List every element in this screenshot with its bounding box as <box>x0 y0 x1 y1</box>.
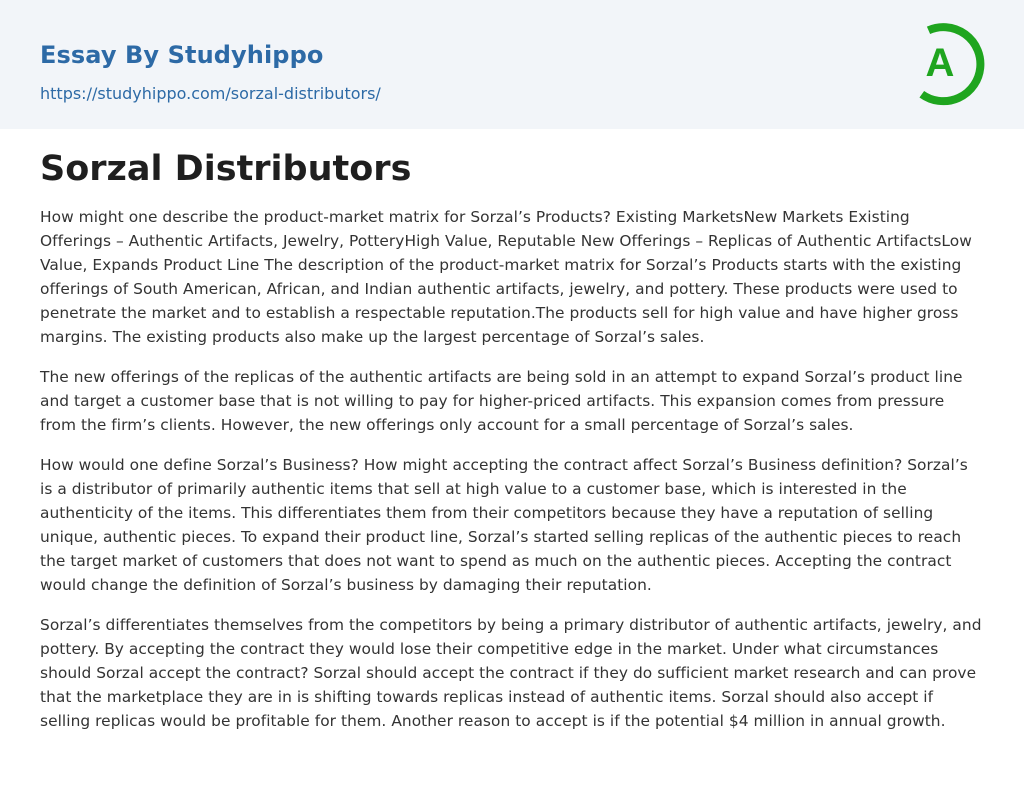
article-url-link[interactable]: https://studyhippo.com/sorzal-distributors/ <box>40 84 381 103</box>
site-header <box>0 0 1024 129</box>
site-title: Essay By Studyhippo <box>40 41 324 69</box>
studyhippo-logo-icon[interactable] <box>910 18 988 106</box>
svg-text:A: A <box>925 41 955 85</box>
article-paragraph-1: How might one describe the product-market matrix for Sorzal’s Products? Existing MarketsNew Markets Existing Offerings – Authentic Artifacts, Jewelry, PotteryHigh Value, Reputable New Offerings – Replicas of Authentic ArtifactsLow Value, Expands Product Line The description of the product-market matrix for Sorzal’s Products starts with the existing offerings of South American, African, and Indian authentic artifacts, jewelry, and pottery. These products were used to penetrate the market and to establish a respectable reputation.The products sell for high value and have higher gross margins. The existing products also make up the largest percentage of Sorzal’s sales. <box>40 208 972 346</box>
article-paragraph-3: How would one define Sorzal’s Business? How might accepting the contract affect Sorzal’s Business definition? Sorzal’s is a distributor of primarily authentic items that sell at high value to a customer base, which is interested in the authenticity of the items. This differentiates them from their competitors because they have a reputation of selling unique, authentic pieces. To expand their product line, Sorzal’s started selling replicas of the authentic pieces to reach the target market of customers that does not want to spend as much on the authentic pieces. Accepting the contract would change the definition of Sorzal’s business by damaging their reputation. <box>40 456 968 594</box>
article <box>0 129 1024 733</box>
page-title: Sorzal Distributors <box>40 149 412 189</box>
article-paragraph-2: The new offerings of the replicas of the authentic artifacts are being sold in an attempt to expand Sorzal’s product line and target a customer base that is not willing to pay for higher-priced artifacts. This expansion comes from pressure from the firm’s clients. However, the new offerings only account for a small percentage of Sorzal’s sales. <box>40 368 963 434</box>
article-paragraph-4: Sorzal’s differentiates themselves from the competitors by being a primary distributor of authentic artifacts, jewelry, and pottery. By accepting the contract they would lose their competitive edge in the market. Under what circumstances should Sorzal accept the contract? Sorzal should accept the contract if they do sufficient market research and can prove that the marketplace they are in is shifting towards replicas instead of authentic items. Sorzal should also accept if selling replicas would be profitable for them. Another reason to accept is if the potential $4 million in annual growth. <box>40 616 982 730</box>
